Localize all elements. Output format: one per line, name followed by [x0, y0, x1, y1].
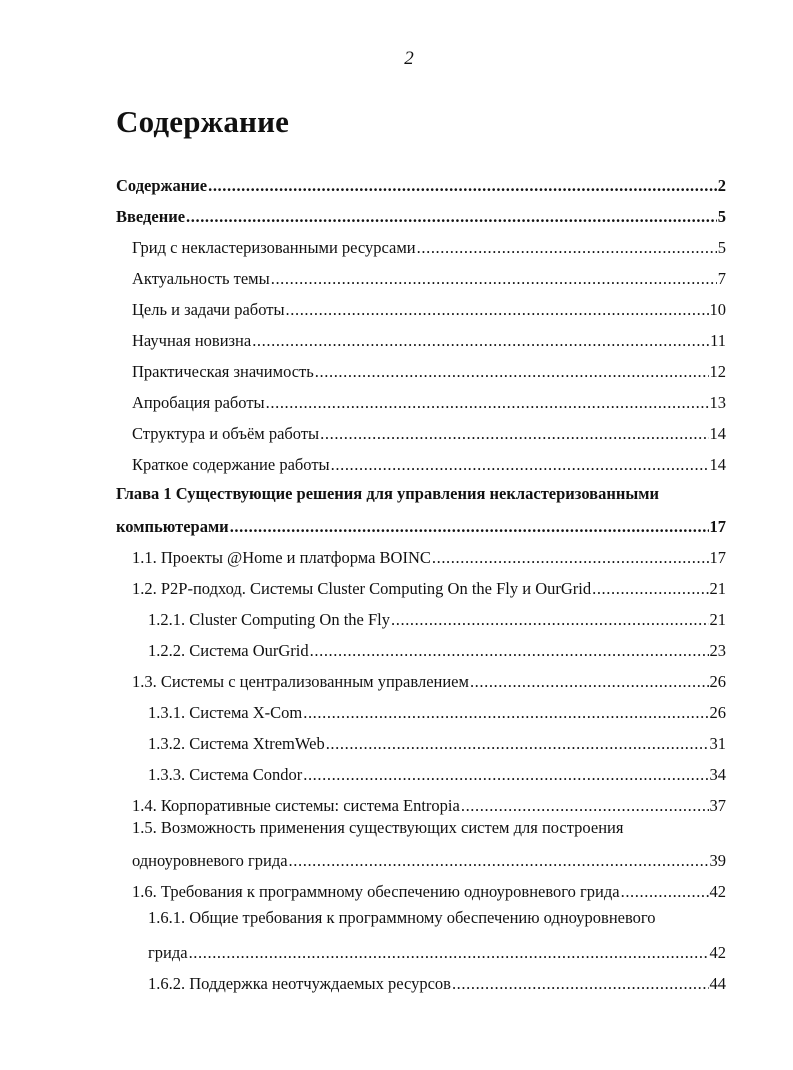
- toc-entry-page: 42: [709, 882, 726, 901]
- dot-leader: [621, 882, 709, 902]
- toc-entry[interactable]: [148, 755, 726, 785]
- toc-entry-page: 34: [709, 765, 726, 784]
- toc-entry-title: 1.2.2. Система OurGrid: [148, 641, 309, 660]
- dot-leader: [230, 517, 709, 537]
- toc-entry[interactable]: [116, 197, 726, 227]
- toc-entry[interactable]: [132, 445, 726, 475]
- dot-leader: [461, 796, 709, 816]
- toc-entry-page: 17: [709, 517, 726, 536]
- toc-entry-page: 2: [717, 176, 726, 195]
- toc-entry-title-line1[interactable]: 1.5. Возможность применения существующих систем для построения: [132, 818, 624, 837]
- dot-leader: [432, 548, 709, 568]
- toc-entry[interactable]: [132, 259, 726, 289]
- toc-entry-page: 26: [709, 703, 726, 722]
- toc-entry-title: Структура и объём работы: [132, 424, 320, 443]
- toc-entry-title: грида: [148, 943, 188, 962]
- toc-entry[interactable]: [148, 693, 726, 723]
- dot-leader: [289, 851, 709, 871]
- toc-entry-title: 1.3.3. Система Condor: [148, 765, 303, 784]
- toc-entry-page: 10: [709, 300, 726, 319]
- toc-entry[interactable]: [132, 662, 726, 692]
- toc-entry[interactable]: [116, 507, 726, 537]
- toc-entry[interactable]: [132, 352, 726, 382]
- toc-entry-title: 1.2. P2P-подход. Системы Cluster Computing On the Fly и OurGrid: [132, 579, 592, 598]
- toc-entry-page: 14: [709, 424, 726, 443]
- toc-entry[interactable]: [132, 569, 726, 599]
- toc-entry-page: 12: [709, 362, 726, 381]
- dot-leader: [320, 424, 708, 444]
- dot-leader: [452, 974, 709, 994]
- dot-leader: [186, 207, 717, 227]
- dot-leader: [470, 672, 709, 692]
- toc-entry-page: 7: [717, 269, 726, 288]
- toc-entry[interactable]: [132, 841, 726, 871]
- dot-leader: [315, 362, 709, 382]
- toc-entry-title: Введение: [116, 207, 186, 226]
- dot-leader: [266, 393, 709, 413]
- toc-entry[interactable]: [132, 383, 726, 413]
- toc-entry-title: Научная новизна: [132, 331, 252, 350]
- toc-entry-page: 26: [709, 672, 726, 691]
- toc-entry-title: 1.1. Проекты @Home и платформа BOINC: [132, 548, 431, 567]
- toc-entry-page: 42: [709, 943, 726, 962]
- toc-entry-title: Грид с некластеризованными ресурсами: [132, 238, 416, 257]
- toc-entry-title: Содержание: [116, 176, 208, 195]
- dot-leader: [326, 734, 709, 754]
- toc-entry-title: 1.3.1. Система X-Com: [148, 703, 303, 722]
- toc-entry-title: 1.4. Корпоративные системы: система Entropia: [132, 796, 460, 815]
- dot-leader: [252, 331, 709, 351]
- toc-entry-title: Краткое содержание работы: [132, 455, 330, 474]
- page-title: Содержание: [116, 104, 290, 139]
- toc-entry-page: 21: [709, 610, 726, 629]
- dot-leader: [391, 610, 708, 630]
- toc-entry[interactable]: [148, 964, 726, 994]
- toc-entry-page: 14: [709, 455, 726, 474]
- toc-entry-page: 39: [709, 851, 726, 870]
- toc-entry-page: 13: [709, 393, 726, 412]
- toc-entry[interactable]: [132, 321, 726, 351]
- toc-entry-page: 5: [717, 207, 726, 226]
- dot-leader: [592, 579, 708, 599]
- dot-leader: [208, 176, 717, 196]
- toc-entry-title: Актуальность темы: [132, 269, 270, 288]
- dot-leader: [271, 269, 717, 289]
- toc-entry-title: Практическая значимость: [132, 362, 314, 381]
- toc-entry[interactable]: [148, 600, 726, 630]
- toc-entry[interactable]: [132, 538, 726, 568]
- toc-entry-title: Апробация работы: [132, 393, 265, 412]
- toc-entry[interactable]: [132, 872, 726, 902]
- toc-entry-page: 23: [709, 641, 726, 660]
- toc-entry-title: одноуровневого грида: [132, 851, 288, 870]
- toc-entry-page: 31: [709, 734, 726, 753]
- toc-entry-title: компьютерами: [116, 517, 229, 536]
- toc-entry[interactable]: [132, 786, 726, 816]
- toc-entry-page: 44: [709, 974, 726, 993]
- toc-entry-title: 1.6.2. Поддержка неотчуждаемых ресурсов: [148, 974, 451, 993]
- dot-leader: [189, 943, 709, 963]
- toc-entry[interactable]: [132, 414, 726, 444]
- toc-entry[interactable]: [132, 228, 726, 258]
- dot-leader: [310, 641, 709, 661]
- toc-entry-page: 37: [709, 796, 726, 815]
- toc-entry[interactable]: [148, 724, 726, 754]
- toc-entry-page: 17: [709, 548, 726, 567]
- toc-entry-title-line1[interactable]: 1.6.1. Общие требования к программному обеспечению одноуровневого: [148, 908, 656, 927]
- toc-entry-page: 5: [717, 238, 726, 257]
- toc-entry-title: 1.3. Системы с централизованным управлением: [132, 672, 469, 691]
- toc-entry-title: 1.3.2. Система XtremWeb: [148, 734, 325, 753]
- toc-entry[interactable]: [132, 290, 726, 320]
- toc-entry-title: Цель и задачи работы: [132, 300, 285, 319]
- toc-entry[interactable]: [148, 933, 726, 963]
- dot-leader: [286, 300, 709, 320]
- toc-entry-title-line1[interactable]: Глава 1 Существующие решения для управления некластеризованными: [116, 484, 659, 503]
- dot-leader: [303, 703, 708, 723]
- dot-leader: [417, 238, 717, 258]
- page-number: 2: [404, 48, 414, 69]
- toc-entry-title: 1.2.1. Cluster Computing On the Fly: [148, 610, 391, 629]
- toc-entry[interactable]: [116, 166, 726, 196]
- toc-entry-title: 1.6. Требования к программному обеспечению одноуровневого грида: [132, 882, 620, 901]
- dot-leader: [303, 765, 708, 785]
- toc-entry-page: 11: [710, 331, 726, 350]
- toc-entry[interactable]: [148, 631, 726, 661]
- dot-leader: [331, 455, 709, 475]
- toc-entry-page: 21: [709, 579, 726, 598]
